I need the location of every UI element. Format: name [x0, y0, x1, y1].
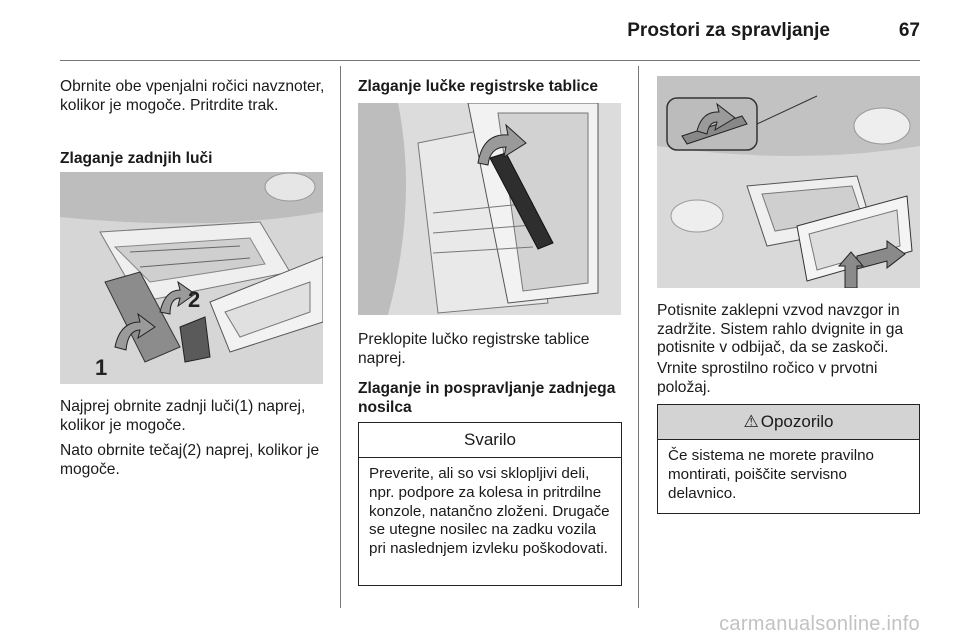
figure-label-2: 2 [188, 287, 201, 312]
warning-title: Opozorilo [760, 412, 834, 431]
column-divider-2 [638, 66, 639, 608]
watermark: carmanualsonline.info [719, 613, 920, 635]
warning-box [657, 404, 920, 514]
section-heading-carrier: Zlaganje in pospravljanje zadnjega nosilca [358, 380, 616, 416]
paragraph-release-lever: Vrnite sprostilno ročico v prvotni položaj. [657, 360, 878, 396]
section-heading-rear-lights: Zlaganje zadnjih luči [60, 150, 213, 167]
column-divider-1 [340, 66, 341, 608]
caution-box [358, 422, 622, 586]
paragraph-step-2: Nato obrnite tečaj(2) naprej, kolikor je mogoče. [60, 442, 320, 478]
figure-carrier-insert [657, 76, 920, 288]
paragraph-step-1: Najprej obrnite zadnji luči(1) naprej, kolikor je mogoče. [60, 398, 306, 434]
paragraph-lock-lever: Potisnite zaklepni vzvod navzgor in zadržite. Sistem rahlo dvignite in ga potisnite v odbijač, da se zaskoči. [657, 302, 904, 356]
warning-triangle-icon: ⚠ [743, 412, 759, 431]
figure-label-1: 1 [95, 355, 108, 380]
page-header-title: Prostori za spravljanje [627, 20, 830, 41]
warning-body: Če sistema ne morete pravilno montirati, poiščite servisno delavnico. [668, 447, 874, 502]
figure-plate-light [358, 103, 621, 315]
section-heading-plate-light: Zlaganje lučke registrske tablice [358, 78, 599, 95]
caution-title: Svarilo [359, 423, 621, 458]
figure-rear-lights [60, 172, 323, 384]
header-divider [60, 60, 920, 61]
warning-header [658, 405, 919, 440]
caution-body: Preverite, ali so vsi sklopljivi deli, npr. podpore za kolesa in pritrdilne konzole, natančno zloženi. Drugače se utegne nosilec na zadku vozila pri naslednjem izvleku poškodovati. [369, 465, 610, 558]
intro-paragraph: Obrnite obe vpenjalni ročici navznoter, kolikor je mogoče. Pritrdite trak. [60, 78, 325, 114]
paragraph-plate-light: Preklopite lučko registrske tablice naprej. [358, 331, 590, 367]
page-number: 67 [898, 20, 920, 41]
